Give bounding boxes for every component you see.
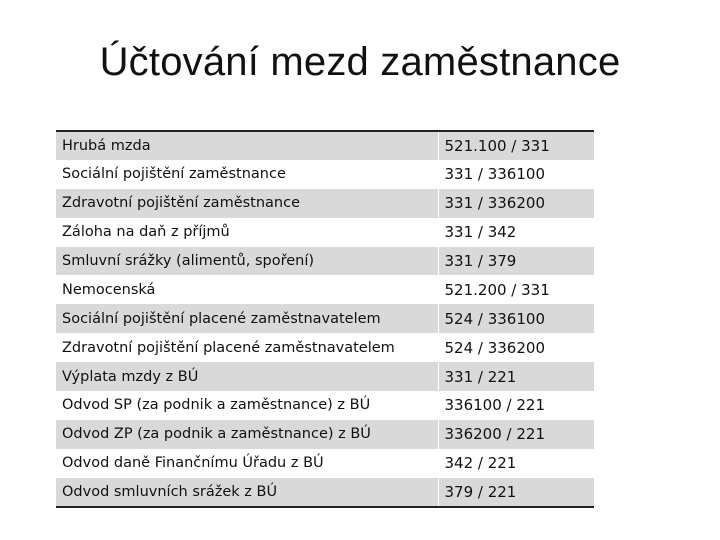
table-row <box>56 391 594 420</box>
row-value: 331 / 336100 <box>438 160 594 189</box>
table-row <box>56 189 594 218</box>
row-label: Záloha na daň z příjmů <box>62 224 230 241</box>
table-row <box>56 333 594 362</box>
table-row <box>56 275 594 304</box>
row-label: Sociální pojištění placené zaměstnavatelem <box>62 310 381 327</box>
row-label: Hrubá mzda <box>62 137 151 154</box>
row-value: 521.100 / 331 <box>438 131 594 160</box>
row-label: Smluvní srážky (alimentů, spoření) <box>62 253 315 269</box>
table-row <box>56 304 594 333</box>
table-row <box>56 420 594 449</box>
row-value: 331 / 379 <box>438 247 594 276</box>
row-value: 336200 / 221 <box>438 420 594 449</box>
row-label: Odvod smluvních srážek z BÚ <box>62 483 278 500</box>
row-value: 331 / 221 <box>438 362 594 391</box>
row-value: 379 / 221 <box>438 478 594 507</box>
row-value: 336100 / 221 <box>438 391 594 420</box>
row-value: 331 / 336200 <box>438 189 594 218</box>
row-label: Odvod daně Finančnímu Úřadu z BÚ <box>62 455 324 472</box>
slide-title: Účtování mezd zaměstnance <box>99 40 621 84</box>
row-value: 331 / 342 <box>438 218 594 247</box>
table-row <box>56 362 594 391</box>
row-label: Sociální pojištění zaměstnance <box>62 166 286 183</box>
row-value: 524 / 336200 <box>438 333 594 362</box>
row-label: Zdravotní pojištění zaměstnance <box>62 195 301 212</box>
table-row <box>56 160 594 189</box>
table-row <box>56 247 594 276</box>
row-value: 342 / 221 <box>438 449 594 478</box>
table-row <box>56 449 594 478</box>
row-value: 524 / 336100 <box>438 304 594 333</box>
row-value: 521.200 / 331 <box>438 275 594 304</box>
payroll-accounting-table <box>56 130 594 508</box>
row-label: Výplata mzdy z BÚ <box>62 368 199 385</box>
table-row <box>56 131 594 160</box>
row-label: Odvod SP (za podnik a zaměstnance) z BÚ <box>62 397 371 414</box>
row-label: Nemocenská <box>62 281 156 298</box>
row-label: Odvod ZP (za podnik a zaměstnance) z BÚ <box>62 426 371 443</box>
table-row <box>56 218 594 247</box>
row-label: Zdravotní pojištění placené zaměstnavatelem <box>62 339 395 356</box>
payroll-table-container <box>56 130 594 508</box>
table-row <box>56 478 594 507</box>
